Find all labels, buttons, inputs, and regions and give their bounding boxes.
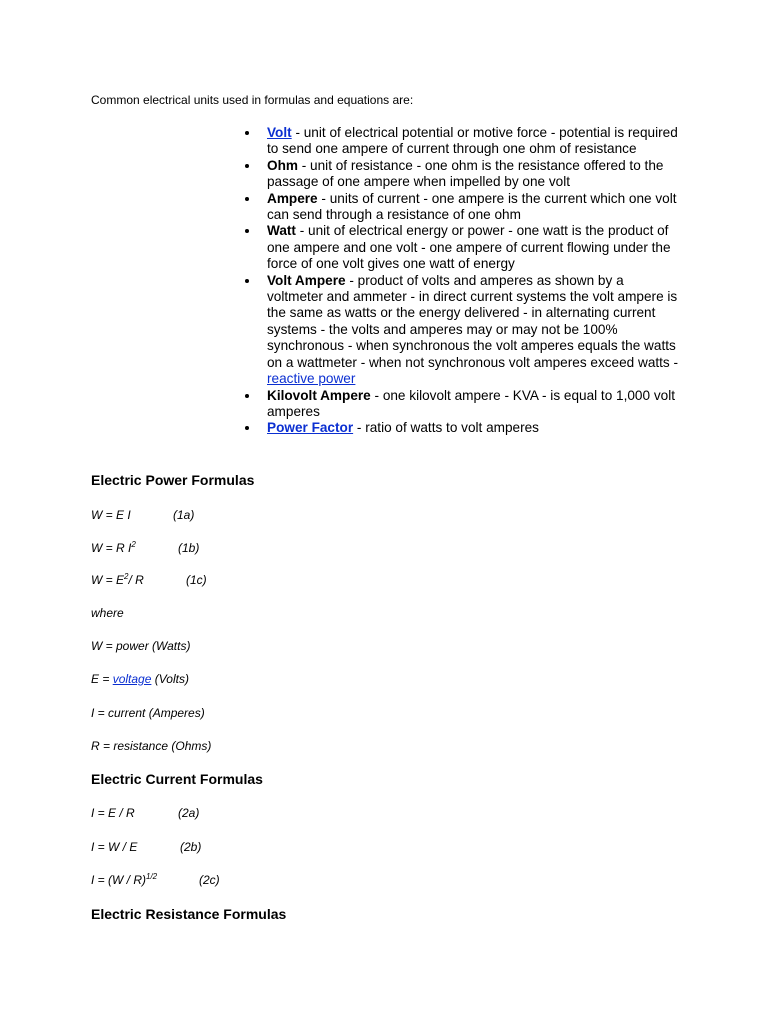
equation-2a-number: (2a): [178, 806, 200, 820]
list-item-power-factor: [267, 420, 682, 436]
equation-1a-number: (1a): [173, 508, 195, 522]
list-item-volt: [267, 125, 682, 158]
ampere-desc: - units of current - one ampere is the current which one volt can send through a resistance of one ohm: [267, 190, 677, 223]
ampere-term: Ampere: [267, 190, 318, 206]
equation-2c: [91, 872, 220, 887]
equation-2a-text: I = E / R: [91, 806, 135, 820]
definition-w: W = power (Watts): [91, 639, 191, 653]
intro-text: Common electrical units used in formulas and equations are:: [91, 93, 414, 107]
ohm-term: Ohm: [267, 157, 298, 173]
equation-1a-text: W = E I: [91, 508, 131, 522]
list-item-watt: [267, 223, 682, 272]
equation-1c-text-b: / R: [128, 573, 144, 587]
definition-r: R = resistance (Ohms): [91, 739, 212, 753]
resistance-formulas-heading: Electric Resistance Formulas: [91, 906, 287, 922]
volt-ampere-term: Volt Ampere: [267, 272, 346, 288]
watt-term: Watt: [267, 223, 296, 239]
voltage-link[interactable]: voltage: [112, 672, 152, 686]
definition-i: I = current (Amperes): [91, 706, 205, 720]
kilovolt-ampere-desc: - one kilovolt ampere - KVA - is equal to 1,000 volt amperes: [267, 387, 675, 419]
equation-1c-number: (1c): [186, 573, 207, 587]
kilovolt-ampere-term: Kilovolt Ampere: [267, 387, 371, 403]
definition-e: [91, 672, 189, 686]
volt-link[interactable]: Volt: [267, 125, 292, 140]
power-factor-link[interactable]: Power Factor: [267, 420, 354, 436]
definition-e-post: (Volts): [151, 672, 189, 686]
equation-2c-exponent: 1/2: [146, 872, 158, 881]
power-factor-desc: - ratio of watts to volt amperes: [353, 420, 539, 436]
volt-desc: - unit of electrical potential or motive force - potential is required to send one ampere of current through one ohm of resistance: [267, 125, 678, 157]
equation-1c-text-a: W = E: [91, 573, 125, 587]
equation-2c-text: I = (W / R): [91, 873, 146, 887]
list-item-kilovolt-ampere: [267, 388, 682, 421]
equation-1b-number: (1b): [178, 541, 200, 555]
watt-desc: - unit of electrical energy or power - one watt is the product of one ampere and one volt - one ampere of current flowing under the force of one volt gives one watt of energy: [267, 223, 671, 272]
current-formulas-heading: Electric Current Formulas: [91, 771, 263, 787]
equation-2c-number: (2c): [199, 873, 220, 887]
power-formulas-heading: Electric Power Formulas: [91, 472, 255, 488]
definition-e-pre: E =: [91, 672, 113, 686]
reactive-power-link[interactable]: reactive power: [267, 371, 356, 387]
list-item-volt-ampere: [267, 273, 682, 388]
where-label: where: [91, 606, 124, 620]
equation-1b: [91, 540, 200, 555]
equation-2b-number: (2b): [180, 840, 202, 854]
list-item-ohm: [267, 158, 682, 191]
equation-1b-exponent: 2: [131, 540, 136, 549]
equation-1c: [91, 572, 207, 587]
equation-2b-text: I = W / E: [91, 840, 138, 854]
units-list: [267, 125, 682, 437]
ohm-desc: - unit of resistance - one ohm is the resistance offered to the passage of one ampere when impelled by one volt: [267, 157, 664, 190]
volt-ampere-desc: - product of volts and amperes as shown by a voltmeter and ammeter - in direct current systems the volt ampere is the same as watts or the energy delivered - in alternating current systems - the volts and amperes may or may not be 100% synchronous - when synchronous the volt amperes equals the watts on a wattmeter - when not synchronous volt amperes exceed watts -: [267, 272, 679, 370]
equation-2a: [91, 806, 200, 820]
equation-2b: [91, 840, 202, 854]
equation-1c-exponent: 2: [124, 572, 129, 581]
equation-1a: [91, 508, 195, 522]
list-item-ampere: [267, 191, 682, 224]
equation-1b-text: W = R I: [91, 541, 132, 555]
